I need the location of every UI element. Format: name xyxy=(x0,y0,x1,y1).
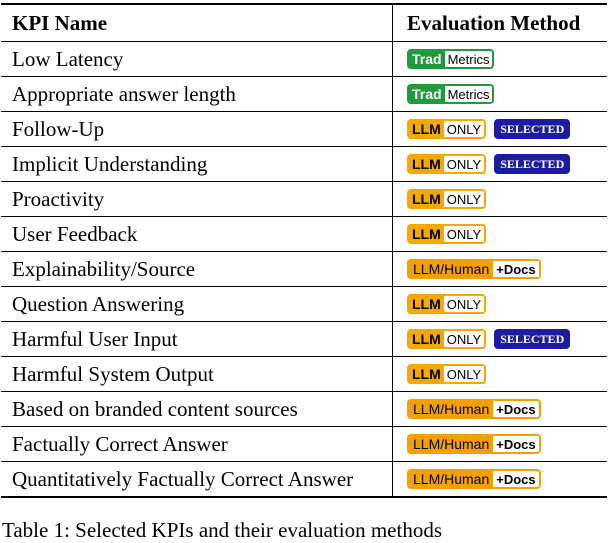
badge-secondary-label: +Docs xyxy=(493,436,538,452)
trad-metrics-badge xyxy=(407,49,494,69)
badge-group xyxy=(407,189,486,209)
evaluation-method-cell xyxy=(393,392,607,426)
badge-primary-label: LLM/Human xyxy=(409,261,493,277)
evaluation-method-cell xyxy=(393,42,607,76)
badge-group xyxy=(407,399,541,419)
table-caption: Table 1: Selected KPIs and their evaluation methods xyxy=(2,518,442,542)
evaluation-method-cell xyxy=(393,287,607,321)
selected-badge: SELECTED xyxy=(494,119,570,139)
llm-human-docs-badge xyxy=(407,434,541,454)
evaluation-method-cell xyxy=(393,147,607,181)
badge-secondary-label: +Docs xyxy=(493,261,538,277)
badge-group xyxy=(407,259,541,279)
evaluation-method-cell xyxy=(393,77,607,111)
selected-badge: SELECTED xyxy=(494,154,570,174)
kpi-name-cell: Question Answering xyxy=(1,287,393,321)
badge-secondary-label: +Docs xyxy=(493,471,538,487)
table-body xyxy=(1,42,607,496)
llm-only-badge xyxy=(407,119,486,139)
badge-primary-label: LLM/Human xyxy=(409,436,493,452)
llm-only-badge xyxy=(407,189,486,209)
badge-primary-label: Trad xyxy=(409,51,445,67)
badge-secondary-label: +Docs xyxy=(493,401,538,417)
table-row xyxy=(1,181,607,216)
badge-secondary-label: ONLY xyxy=(444,121,484,137)
kpi-name-cell: Implicit Understanding xyxy=(1,147,393,181)
table-row xyxy=(1,426,607,461)
table-row xyxy=(1,42,607,76)
table-row xyxy=(1,216,607,251)
kpi-name-cell: Harmful User Input xyxy=(1,322,393,356)
table-row xyxy=(1,461,607,496)
kpi-name-cell: Harmful System Output xyxy=(1,357,393,391)
badge-secondary-label: ONLY xyxy=(444,226,484,242)
badge-secondary-label: ONLY xyxy=(444,156,484,172)
kpi-name-cell: Based on branded content sources xyxy=(1,392,393,426)
header-kpi-name: KPI Name xyxy=(1,5,393,41)
badge-group xyxy=(407,294,486,314)
badge-primary-label: LLM xyxy=(409,331,444,347)
llm-human-docs-badge xyxy=(407,469,541,489)
badge-primary-label: LLM xyxy=(409,156,444,172)
evaluation-method-cell xyxy=(393,427,607,461)
kpi-name-cell: Follow-Up xyxy=(1,112,393,146)
badge-group xyxy=(407,49,494,69)
table-row xyxy=(1,391,607,426)
badge-secondary-label: ONLY xyxy=(444,366,484,382)
table-row xyxy=(1,76,607,111)
kpi-table xyxy=(1,3,607,498)
badge-group xyxy=(407,469,541,489)
table-row xyxy=(1,146,607,181)
badge-secondary-label: ONLY xyxy=(444,331,484,347)
badge-secondary-label: Metrics xyxy=(445,86,493,102)
llm-only-badge xyxy=(407,364,486,384)
badge-group xyxy=(407,364,486,384)
kpi-name-cell: Appropriate answer length xyxy=(1,77,393,111)
badge-group xyxy=(407,224,486,244)
evaluation-method-cell xyxy=(393,112,607,146)
badge-primary-label: LLM xyxy=(409,191,444,207)
badge-primary-label: LLM/Human xyxy=(409,401,493,417)
badge-primary-label: LLM xyxy=(409,296,444,312)
evaluation-method-cell xyxy=(393,322,607,356)
badge-secondary-label: Metrics xyxy=(445,51,493,67)
kpi-name-cell: Quantitatively Factually Correct Answer xyxy=(1,462,393,496)
llm-human-docs-badge xyxy=(407,259,541,279)
table-header-row xyxy=(1,5,607,42)
llm-human-docs-badge xyxy=(407,399,541,419)
table-row xyxy=(1,111,607,146)
table-row xyxy=(1,356,607,391)
evaluation-method-cell xyxy=(393,462,607,496)
badge-secondary-label: ONLY xyxy=(444,296,484,312)
selected-badge: SELECTED xyxy=(494,329,570,349)
badge-primary-label: LLM xyxy=(409,121,444,137)
evaluation-method-cell xyxy=(393,217,607,251)
evaluation-method-cell xyxy=(393,252,607,286)
badge-primary-label: LLM xyxy=(409,366,444,382)
badge-group xyxy=(407,119,570,139)
kpi-name-cell: Factually Correct Answer xyxy=(1,427,393,461)
kpi-name-cell: User Feedback xyxy=(1,217,393,251)
table-row xyxy=(1,321,607,356)
badge-primary-label: LLM/Human xyxy=(409,471,493,487)
trad-metrics-badge xyxy=(407,84,494,104)
badge-primary-label: LLM xyxy=(409,226,444,242)
llm-only-badge xyxy=(407,294,486,314)
badge-group xyxy=(407,84,494,104)
table-row xyxy=(1,251,607,286)
badge-primary-label: Trad xyxy=(409,86,445,102)
badge-group xyxy=(407,434,541,454)
kpi-name-cell: Low Latency xyxy=(1,42,393,76)
table-row xyxy=(1,286,607,321)
badge-group xyxy=(407,329,570,349)
header-evaluation-method: Evaluation Method xyxy=(407,10,581,35)
badge-secondary-label: ONLY xyxy=(444,191,484,207)
llm-only-badge xyxy=(407,329,486,349)
evaluation-method-cell xyxy=(393,182,607,216)
llm-only-badge xyxy=(407,154,486,174)
kpi-name-cell: Explainability/Source xyxy=(1,252,393,286)
badge-group xyxy=(407,154,570,174)
llm-only-badge xyxy=(407,224,486,244)
evaluation-method-cell xyxy=(393,357,607,391)
kpi-name-cell: Proactivity xyxy=(1,182,393,216)
